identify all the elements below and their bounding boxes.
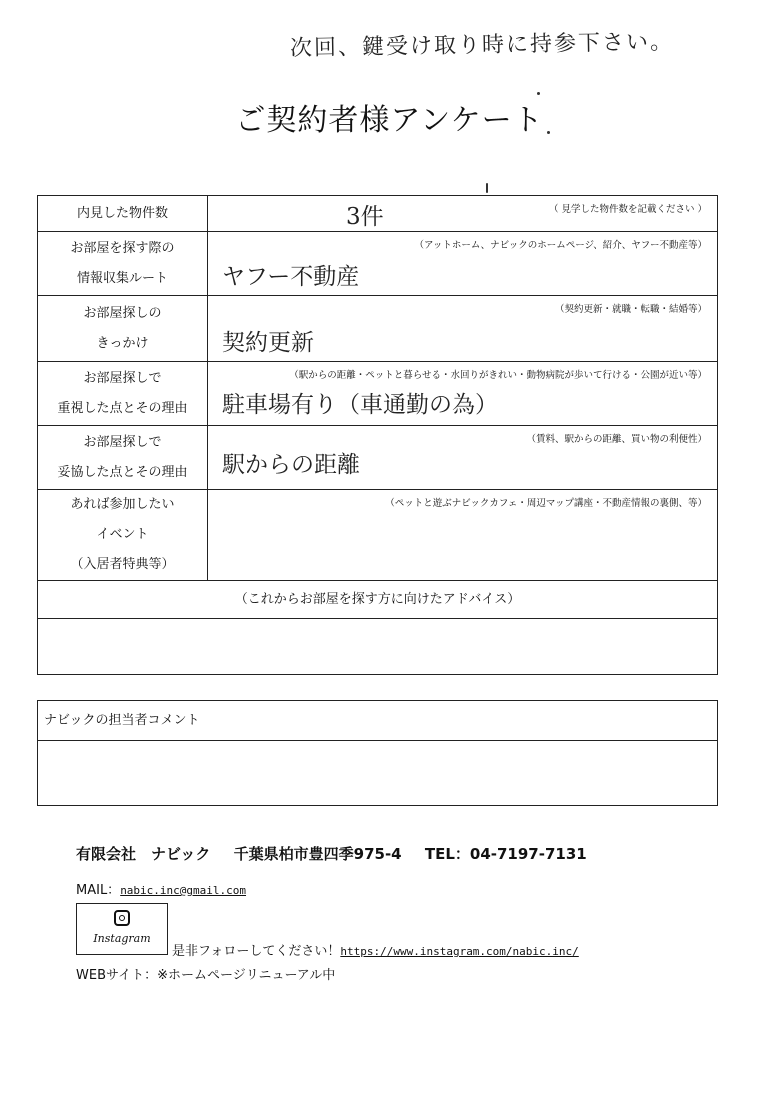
handwritten-note: 次回、鍵受け取り時に持参下さい。 [289,29,675,62]
company-info [76,843,605,864]
scan-speck [486,183,488,193]
company-tel: TEL：04-7197-7131 [424,845,587,863]
scan-speck [537,92,540,95]
row-hint: （アットホーム、ナビックのホームページ、紹介、ヤフー不動産等） [414,240,707,251]
row-hint: （賃料、駅からの距離、買い物の利便性） [526,434,707,445]
row-label: お部屋を探す際の 情報収集ルート [38,232,208,296]
handwritten-answer: 駅からの距離 [222,452,360,478]
row-hint: （契約更新・就職・転職・結婚等） [554,304,707,315]
staff-comment-box [37,700,718,806]
mail-line [76,879,246,898]
instagram-wordmark: Instagram [93,932,151,945]
answer-cell [208,362,718,426]
instagram-logo [76,903,168,955]
answer-cell [208,196,718,232]
table-row [38,232,718,296]
instagram-icon [114,910,130,926]
handwritten-answer: 駐車場有り（車通勤の為） [222,392,498,418]
row-hint: （ 見学した物件数を記載ください ） [548,204,707,215]
answer-cell [208,426,718,490]
table-row [38,362,718,426]
company-name: 有限会社 ナビック [76,845,211,863]
company-address: 千葉県柏市豊四季975-4 [233,845,402,863]
follow-line [172,940,579,959]
survey-table [37,195,718,675]
staff-comment-header: ナビックの担当者コメント [38,701,717,741]
table-row [38,196,718,232]
handwritten-answer: 3件 [346,204,384,230]
row-label: 内見した物件数 [38,196,208,232]
advice-header: （これからお部屋を探す方に向けたアドバイス） [38,581,718,619]
handwritten-answer: 契約更新 [222,330,314,356]
advice-area [38,619,718,675]
table-row [38,581,718,619]
row-hint: （ペットと遊ぶナビックカフェ・周辺マップ講座・不動産情報の裏側、等） [385,498,707,509]
row-label: あれば参加したい イベント （入居者特典等） [38,490,208,581]
row-label: お部屋探しで 妥協した点とその理由 [38,426,208,490]
table-row [38,619,718,675]
answer-cell [208,296,718,362]
handwritten-answer: ヤフー不動産 [222,264,360,290]
scan-speck [547,131,550,134]
mail-address[interactable]: nabic.inc@gmail.com [120,884,247,897]
table-row [38,296,718,362]
row-label: お部屋探しで 重視した点とその理由 [38,362,208,426]
website-note: WEBサイト：※ホームページリニューアル中 [76,968,336,983]
follow-text: 是非フォローしてください！ [172,944,341,959]
mail-label: MAIL： [76,883,121,898]
row-label: お部屋探しの きっかけ [38,296,208,362]
answer-cell [208,232,718,296]
table-row [38,426,718,490]
page-title: ご契約者様アンケート [235,103,544,138]
answer-cell [208,490,718,581]
row-hint: （駅からの距離・ペットと暮らせる・水回りがきれい・動物病院が歩いて行ける・公園が近い等） [289,370,707,381]
instagram-link[interactable]: https://www.instagram.com/nabic.inc/ [340,945,579,958]
table-row [38,490,718,581]
